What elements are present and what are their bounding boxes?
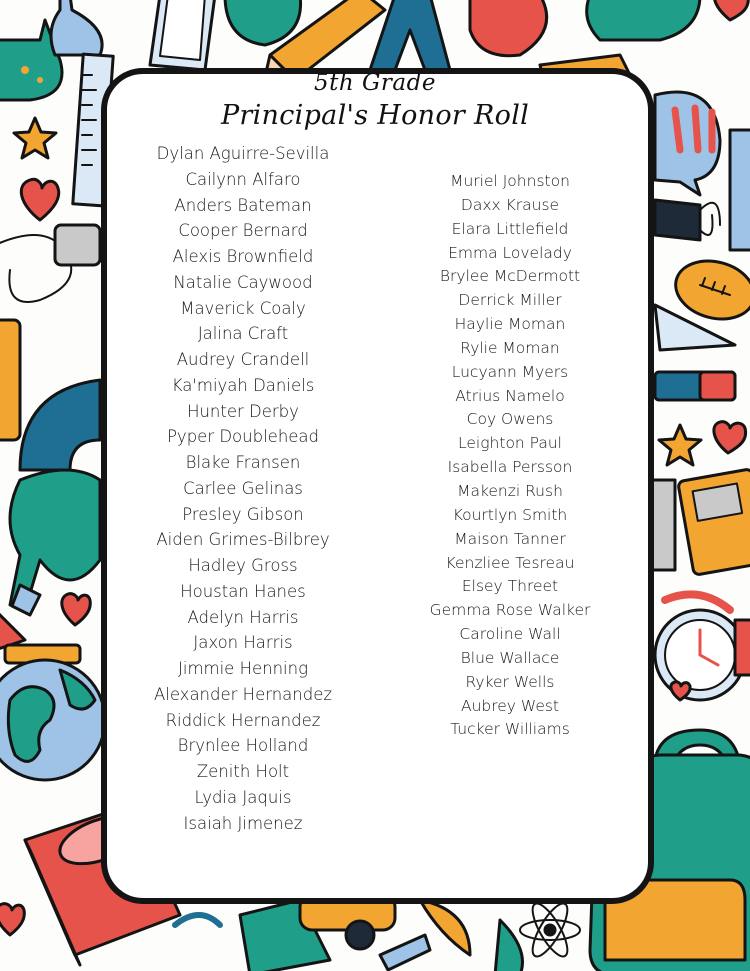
student-name: Dylan Aguirre-Sevilla (156, 144, 330, 163)
student-name: Maverick Coaly (180, 298, 306, 318)
student-name: Ryker Wells (465, 672, 555, 691)
student-name: Isabella Persson (447, 458, 573, 477)
student-name: Coy Owens (466, 410, 554, 429)
student-name: Ka'miyah Daniels (171, 375, 315, 395)
marker-icon (655, 372, 735, 400)
student-name: Brylee McDermott (439, 267, 581, 286)
globe-icon (0, 645, 105, 780)
heart-icon (62, 594, 91, 625)
protractor-icon (20, 380, 100, 470)
student-name: Adelyn Harris (187, 607, 299, 627)
names-right-column (420, 170, 600, 742)
helmet-icon (225, 0, 301, 45)
student-name: Derrick Miller (458, 291, 562, 310)
student-name: Lucyann Myers (451, 362, 569, 381)
student-name: Maison Tanner (454, 529, 566, 548)
student-name: Aubrey West (460, 696, 560, 715)
student-name: Rylie Moman (460, 338, 560, 357)
heart-icon (21, 179, 59, 220)
student-name: Jaxon Harris (193, 633, 293, 653)
flask-icon-left (10, 470, 100, 615)
student-name: Elsey Threet (461, 577, 559, 596)
apple-icon (470, 0, 547, 56)
heart-icon (714, 0, 748, 20)
honor-roll-title: Principal's Honor Roll (220, 100, 530, 131)
student-name: Carlee Gelinas (183, 478, 303, 498)
student-name: Isaiah Jimenez (183, 813, 303, 833)
student-name: Zenith Holt (196, 762, 290, 781)
student-name: Riddick Hernandez (165, 710, 321, 730)
student-name: Blake Fransen (185, 453, 301, 472)
bottom-items (175, 895, 580, 971)
flask-icon-top (51, 0, 102, 55)
student-name: Kourtlyn Smith (452, 505, 568, 524)
calculator-top-icon (150, 0, 215, 70)
student-name: Alexander Hernandez (153, 684, 333, 704)
student-name: Pyper Doublehead (166, 427, 320, 447)
student-name: Blue Wallace (460, 648, 560, 667)
student-name: Cooper Bernard (178, 221, 308, 241)
cable-icon (0, 225, 100, 302)
student-name: Lydia Jaquis (194, 787, 292, 807)
student-name: Cailynn Alfaro (185, 169, 301, 189)
star-icon (659, 425, 701, 465)
student-name: Jalina Craft (197, 324, 289, 344)
alarm-clock-icon (655, 594, 750, 700)
student-name: Gemma Rose Walker (429, 601, 591, 620)
student-name: Daxx Krause (460, 195, 560, 214)
book-edge-icon (0, 320, 20, 440)
student-name: Presley Gibson (182, 504, 304, 524)
calculator-icon (678, 469, 750, 576)
student-name: Elara Littlefield (451, 219, 569, 238)
student-name: Hunter Derby (187, 401, 299, 421)
student-name: Tucker Williams (450, 720, 570, 739)
student-name: Aiden Grimes-Bilbrey (156, 530, 330, 550)
heart-icon (0, 904, 24, 935)
student-name: Alexis Brownfield (172, 247, 314, 266)
student-name: Audrey Crandell (176, 350, 310, 369)
student-name: Caroline Wall (459, 625, 561, 644)
student-name: Anders Bateman (174, 195, 312, 215)
book-edge-icon (730, 130, 750, 250)
grade-title: 5th Grade (314, 70, 436, 96)
student-name: Jimmie Henning (178, 659, 308, 678)
student-name: Haylie Moman (454, 315, 566, 334)
student-name: Emma Lovelady (448, 243, 572, 262)
student-name: Hadley Gross (188, 556, 298, 575)
student-name: Atrius Namelo (455, 386, 565, 405)
student-name: Kenzliee Tesreau (445, 553, 575, 572)
heart-icon (714, 422, 746, 453)
student-name: Makenzi Rush (457, 481, 563, 500)
student-name: Houstan Hanes (180, 581, 306, 601)
names-left-column (138, 141, 348, 836)
student-name: Leighton Paul (458, 434, 562, 453)
student-name: Brynlee Holland (177, 736, 309, 756)
binder-clip-icon (655, 200, 720, 240)
student-name: Muriel Johnston (450, 172, 570, 190)
football-icon (669, 253, 750, 328)
student-name: Natalie Caywood (173, 272, 313, 292)
